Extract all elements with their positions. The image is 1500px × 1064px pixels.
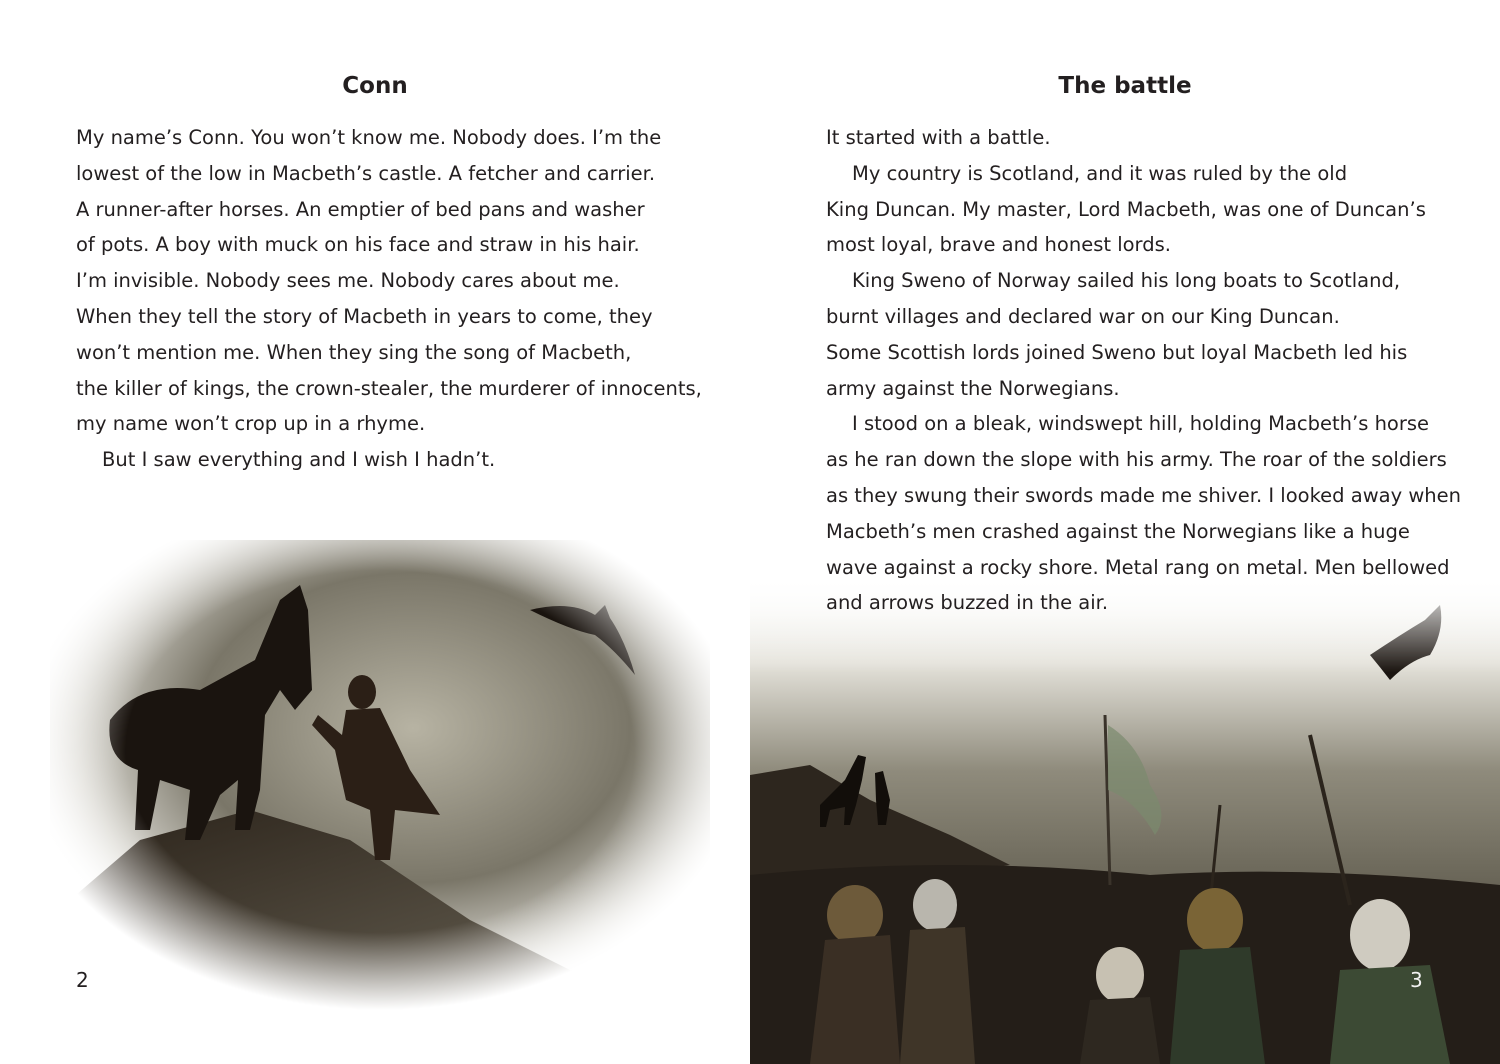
paragraph-line: and arrows buzzed in the air. bbox=[826, 591, 1109, 615]
paragraph-line: King Sweno of Norway sailed his long boats to Scotland, bbox=[852, 269, 1401, 293]
paragraph-line: Macbeth’s men crashed against the Norwegians like a huge bbox=[826, 519, 1410, 543]
paragraph-line: A runner-after horses. An emptier of bed pans and washer bbox=[76, 197, 645, 221]
right-page-title: The battle bbox=[1058, 73, 1192, 99]
right-page-text bbox=[826, 120, 1466, 621]
paragraph-line: as he ran down the slope with his army. The roar of the soldiers bbox=[826, 448, 1447, 472]
paragraph-line: Some Scottish lords joined Sweno but loyal Macbeth led his bbox=[826, 340, 1408, 364]
paragraph-line: the killer of kings, the crown-stealer, the murderer of innocents, bbox=[76, 376, 702, 400]
right-page bbox=[750, 0, 1500, 1064]
boy-with-horse-illustration bbox=[50, 540, 710, 1010]
left-page-text bbox=[76, 120, 716, 478]
paragraph-line: of pots. A boy with muck on his face and straw in his hair. bbox=[76, 233, 640, 257]
paragraph-line: burnt villages and declared war on our King Duncan. bbox=[826, 304, 1340, 328]
paragraph-line: lowest of the low in Macbeth’s castle. A fetcher and carrier. bbox=[76, 161, 656, 185]
paragraph-line: army against the Norwegians. bbox=[826, 376, 1120, 400]
paragraph-line: When they tell the story of Macbeth in years to come, they bbox=[76, 304, 653, 328]
paragraph-line: I’m invisible. Nobody sees me. Nobody cares about me. bbox=[76, 269, 620, 293]
paragraph-line: It started with a battle. bbox=[826, 126, 1051, 149]
paragraph-line: most loyal, brave and honest lords. bbox=[826, 233, 1171, 257]
paragraph-line: won’t mention me. When they sing the song of Macbeth, bbox=[76, 340, 632, 364]
paragraph-line: I stood on a bleak, windswept hill, holding Macbeth’s horse bbox=[852, 412, 1430, 436]
paragraph-line: But I saw everything and I wish I hadn’t. bbox=[102, 448, 496, 472]
paragraph-line: My country is Scotland, and it was ruled by the old bbox=[852, 161, 1348, 185]
page-number: 3 bbox=[1410, 968, 1423, 992]
paragraph-line: My name’s Conn. You won’t know me. Nobody does. I’m the bbox=[76, 126, 662, 149]
page-number: 2 bbox=[76, 968, 89, 992]
left-page-title: Conn bbox=[342, 73, 408, 99]
paragraph-line: as they swung their swords made me shiver. I looked away when bbox=[826, 483, 1461, 507]
paragraph-line: King Duncan. My master, Lord Macbeth, was one of Duncan’s bbox=[826, 197, 1426, 221]
battle-scene-illustration bbox=[750, 575, 1500, 1064]
paragraph-line: my name won’t crop up in a rhyme. bbox=[76, 412, 426, 436]
paragraph-line: wave against a rocky shore. Metal rang on metal. Men bellowed bbox=[826, 555, 1450, 579]
